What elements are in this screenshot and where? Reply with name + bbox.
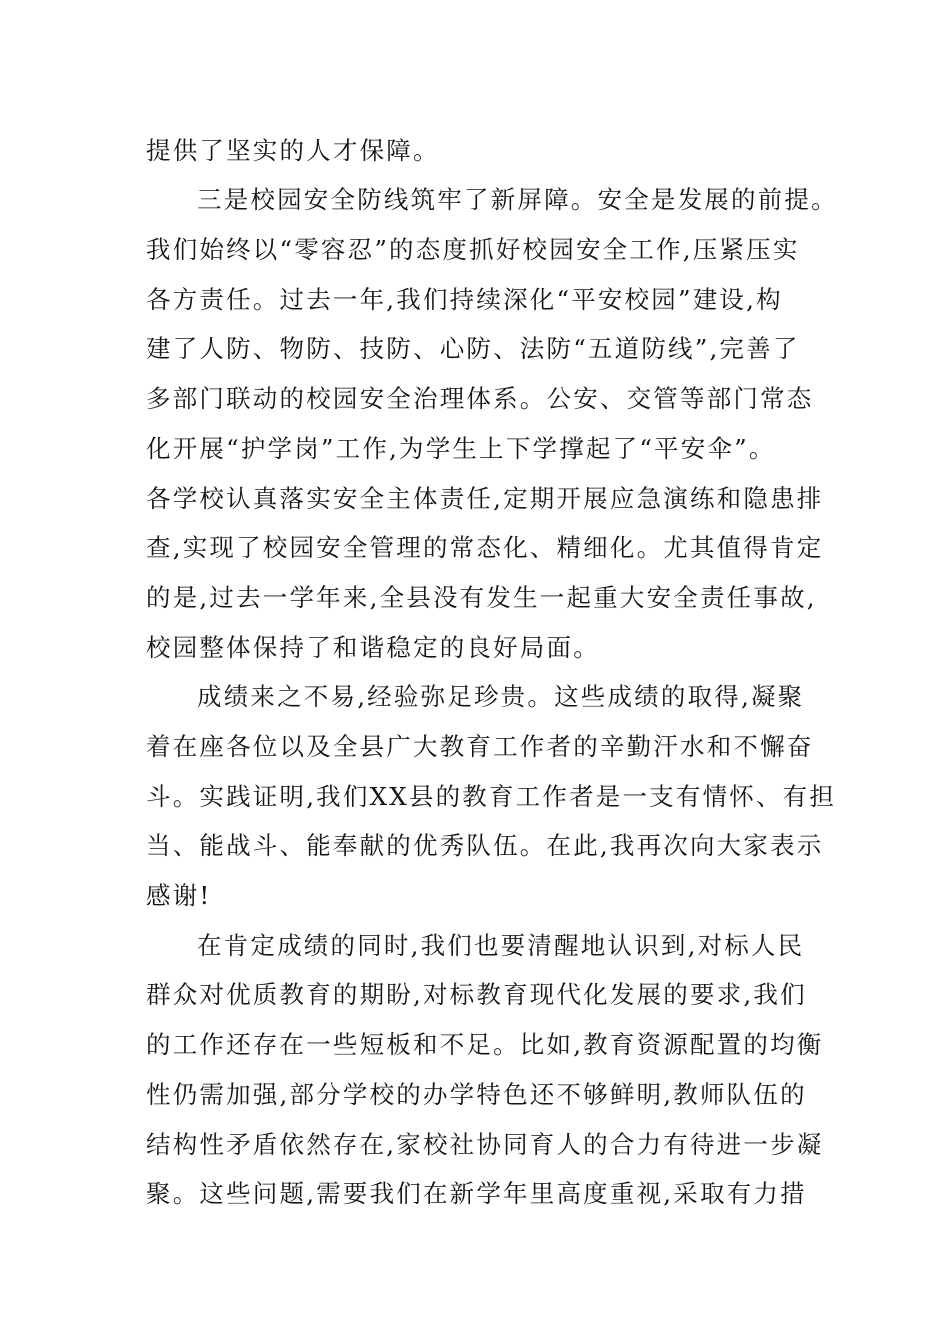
- text-line: 提供了坚实的人才保障。: [146, 136, 440, 165]
- text-line: 斗。实践证明,我们XX县的教育工作者是一支有情怀、有担: [146, 782, 837, 811]
- paragraph-first-line: 成绩来之不易,经验弥足珍贵。这些成绩的取得,凝聚: [197, 682, 805, 711]
- text-line: 化开展“护学岗”工作,为学生上下学撑起了“平安伞”。: [146, 434, 776, 463]
- text-line: 校园整体保持了和谐稳定的良好局面。: [146, 633, 600, 662]
- text-line: 建了人防、物防、技防、心防、法防“五道防线”,完善了: [146, 334, 800, 363]
- text-line: 当、能战斗、能奉献的优秀队伍。在此,我再次向大家表示: [146, 831, 824, 860]
- text-line: 聚。这些问题,需要我们在新学年里高度重视,采取有力措: [146, 1179, 807, 1208]
- text-line: 感谢!: [146, 881, 212, 910]
- text-line: 群众对优质教育的期盼,对标教育现代化发展的要求,我们: [146, 980, 807, 1009]
- text-line: 的工作还存在一些短板和不足。比如,教育资源配置的均衡: [146, 1030, 824, 1059]
- text-line: 的是,过去一学年来,全县没有发生一起重大安全责任事故,: [146, 583, 817, 612]
- text-line: 各方责任。过去一年,我们持续深化“平安校园”建设,构: [146, 285, 783, 314]
- paragraph-first-line: 三是校园安全防线筑牢了新屏障。安全是发展的前提。: [197, 185, 838, 214]
- text-line: 我们始终以“零容忍”的态度抓好校园安全工作,压紧压实: [146, 235, 800, 264]
- text-line: 着在座各位以及全县广大教育工作者的辛勤汗水和不懈奋: [146, 732, 814, 761]
- text-line: 结构性矛盾依然存在,家校社协同育人的合力有待进一步凝: [146, 1130, 824, 1159]
- paragraph-first-line: 在肯定成绩的同时,我们也要清醒地认识到,对标人民: [197, 931, 805, 960]
- text-line: 多部门联动的校园安全治理体系。公安、交管等部门常态: [146, 384, 814, 413]
- text-line: 查,实现了校园安全管理的常态化、精细化。尤其值得肯定: [146, 533, 824, 562]
- text-line: 各学校认真落实安全主体责任,定期开展应急演练和隐患排: [146, 484, 824, 513]
- text-line: 性仍需加强,部分学校的办学特色还不够鲜明,教师队伍的: [146, 1080, 807, 1109]
